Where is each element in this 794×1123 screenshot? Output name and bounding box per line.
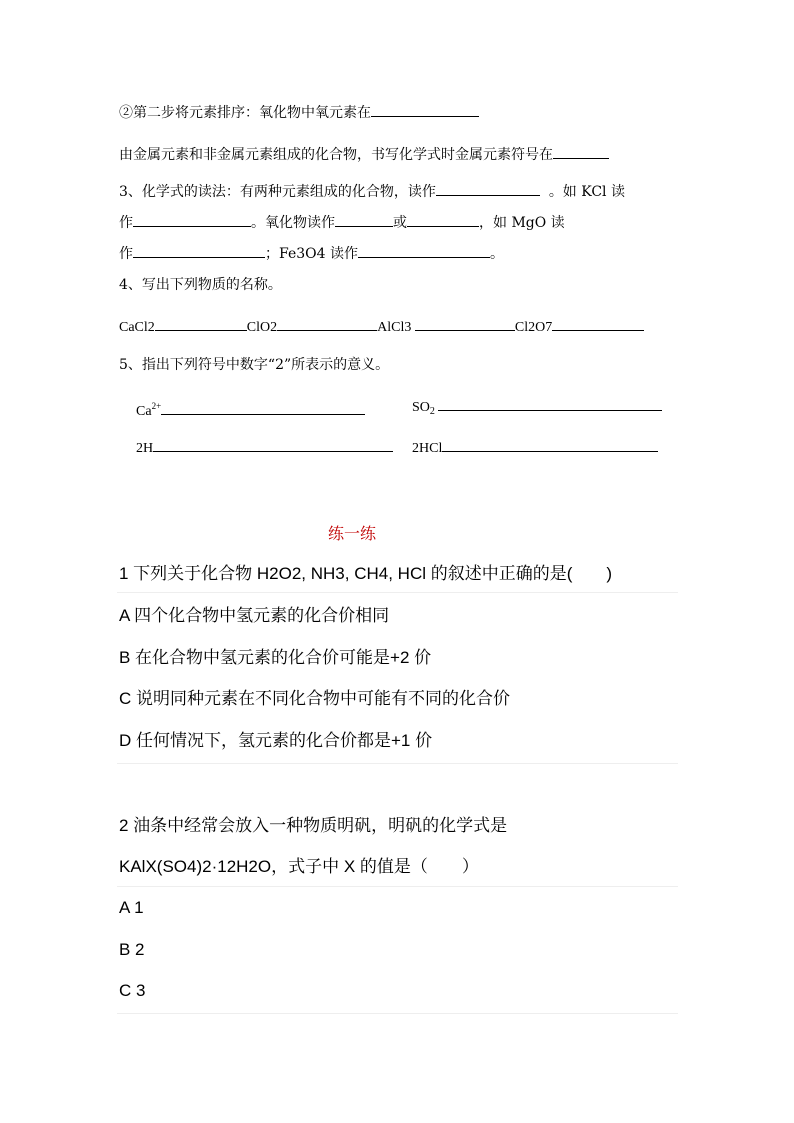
- text-line: [119, 212, 565, 233]
- formula-label: ClO2: [246, 320, 278, 335]
- symbol-row: [412, 437, 658, 459]
- section-title: 练一练: [328, 524, 377, 543]
- blank-line[interactable]: [438, 396, 662, 411]
- question-stem: 1 下列关于化合物 H2O2, NH3, CH4, HCl 的叙述中正确的是( ): [119, 564, 613, 583]
- text-line: [119, 181, 625, 202]
- blank-line[interactable]: [277, 316, 377, 331]
- text-line-content: 作: [119, 246, 133, 262]
- formula-label: Cl2O7: [514, 320, 553, 335]
- text-line-content: 由金属元素和非金属元素组成的化合物，书写化学式时金属元素符号在: [119, 147, 553, 163]
- option-item[interactable]: C 说明同种元素在不同化合物中可能有不同的化合价: [119, 689, 510, 708]
- symbol-label: 2HCl: [412, 441, 443, 456]
- blank-line[interactable]: [133, 212, 251, 227]
- text-line-content: ；Fe3O4 读作: [265, 246, 358, 262]
- option-item[interactable]: A 1: [119, 898, 144, 917]
- option-item[interactable]: B 在化合物中氢元素的化合价可能是+2 价: [119, 648, 432, 667]
- options-box: [117, 886, 678, 1014]
- symbol-label: SO: [412, 400, 430, 415]
- option-item[interactable]: C 3: [119, 981, 146, 1000]
- formula-label: CaCl2: [119, 320, 155, 335]
- text-line-content: 。如 KCl 读: [548, 184, 625, 200]
- blank-line[interactable]: [436, 181, 540, 196]
- blank-line[interactable]: [335, 212, 393, 227]
- text-line: [119, 144, 609, 165]
- blank-line[interactable]: [415, 316, 515, 331]
- blank-line[interactable]: [553, 144, 609, 159]
- blank-line[interactable]: [407, 212, 479, 227]
- question-stem: KAlX(SO4)2·12H2O，式子中 X 的值是（ ）: [119, 857, 479, 876]
- blank-line[interactable]: [161, 400, 365, 415]
- text-line: [119, 102, 479, 123]
- text-line: [119, 275, 282, 295]
- symbol-label: Ca: [136, 404, 152, 419]
- text-line-content: 或: [393, 215, 407, 231]
- blank-line[interactable]: [133, 243, 265, 258]
- text-line: [119, 355, 389, 375]
- text-line-content: 作: [119, 215, 133, 231]
- option-item[interactable]: D 任何情况下，氢元素的化合价都是+1 价: [119, 731, 433, 750]
- blank-line[interactable]: [153, 437, 393, 452]
- symbol-row: [412, 396, 662, 422]
- blank-line[interactable]: [552, 316, 644, 331]
- text-line-content: 3、化学式的读法：有两种元素组成的化合物，读作: [119, 184, 436, 200]
- blank-line[interactable]: [371, 102, 479, 117]
- names-line: [119, 316, 644, 338]
- blank-line[interactable]: [155, 316, 247, 331]
- symbol-row: [136, 437, 393, 459]
- text-line-content: ，如 MgO 读: [479, 215, 565, 231]
- option-item[interactable]: B 2: [119, 940, 145, 959]
- symbol-label: 2H: [136, 441, 154, 456]
- blank-line[interactable]: [358, 243, 490, 258]
- blank-line[interactable]: [442, 437, 658, 452]
- symbol-superscript: 2+: [151, 401, 162, 411]
- text-line-content: 4、写出下列物质的名称。: [119, 277, 282, 293]
- text-line: [119, 243, 504, 264]
- text-line-content: 。氧化物读作: [251, 215, 335, 231]
- formula-label: AlCl3: [377, 320, 412, 335]
- text-line-content: 。: [489, 246, 504, 262]
- text-line-content: ②第二步将元素排序：氧化物中氧元素在: [119, 105, 371, 121]
- symbol-row: [136, 396, 365, 422]
- symbol-subscript: 2: [429, 406, 435, 417]
- text-line-content: 5、指出下列符号中数字“2”所表示的意义。: [119, 357, 390, 373]
- question-stem: 2 油条中经常会放入一种物质明矾，明矾的化学式是: [119, 816, 508, 835]
- option-item[interactable]: A 四个化合物中氢元素的化合价相同: [119, 606, 390, 625]
